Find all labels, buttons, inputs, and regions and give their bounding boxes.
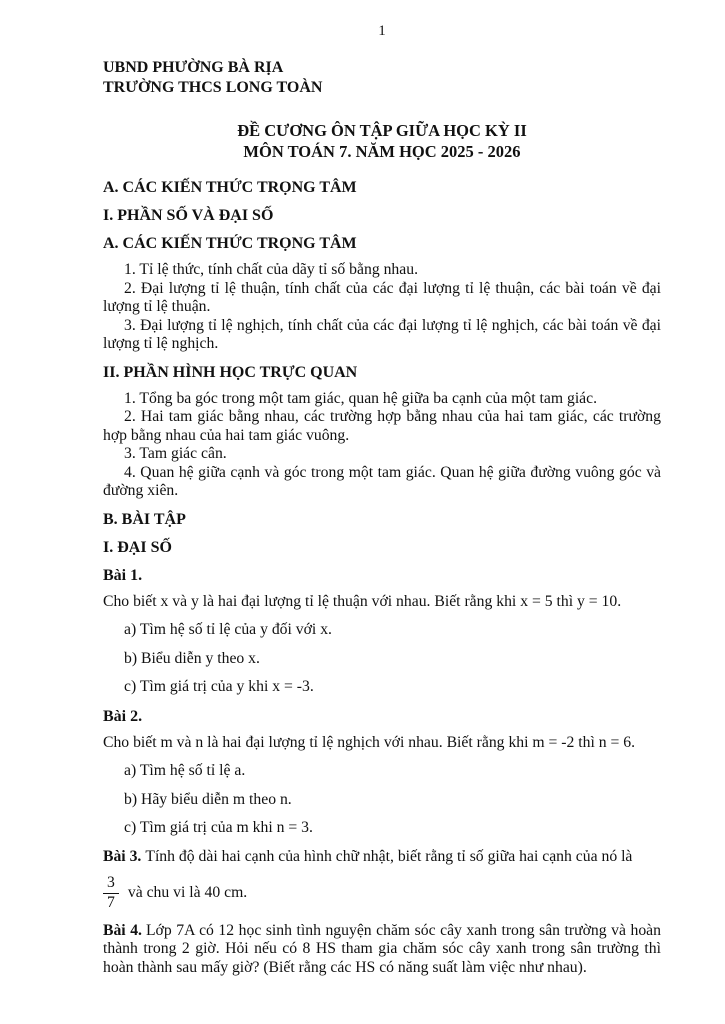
title-line-1: ĐỀ CƯƠNG ÔN TẬP GIỮA HỌC KỲ II — [237, 121, 527, 140]
exercise-2-item-c: c) Tìm giá trị của m khi n = 3. — [124, 819, 313, 836]
fraction-three-sevenths — [103, 875, 119, 912]
header-school: TRƯỜNG THCS LONG TOÀN — [103, 79, 323, 96]
header-org: UBND PHƯỜNG BÀ RỊA — [103, 59, 284, 76]
exercise-3-text: Tính độ dài hai cạnh của hình chữ nhật, biết rằng tỉ số giữa hai cạnh của nó là — [145, 847, 633, 865]
exercise-2-label: Bài 2. — [103, 707, 143, 725]
fraction-numerator: 3 — [103, 875, 119, 894]
knowledge-item: 1. Tổng ba góc trong một tam giác, quan hệ giữa ba cạnh của một tam giác. — [124, 389, 598, 407]
exercise-2-intro: Cho biết m và n là hai đại lượng tỉ lệ nghịch với nhau. Biết rằng khi m = -2 thì n = 6. — [103, 733, 636, 751]
exercise-3-fraction-line — [103, 875, 661, 912]
part-b — [103, 510, 661, 978]
section-1-heading: I. PHẦN SỐ VÀ ĐẠI SỐ — [103, 207, 274, 224]
knowledge-item: 3. Tam giác cân. — [124, 445, 227, 462]
section-2-heading: II. PHẦN HÌNH HỌC TRỰC QUAN — [103, 363, 358, 381]
document-header — [103, 58, 661, 98]
exercise-2-item-a: a) Tìm hệ số tỉ lệ a. — [124, 762, 246, 779]
exercise-3 — [103, 848, 661, 912]
exercise-3-paragraph — [103, 848, 661, 867]
exercise-1-item-b: b) Biểu diễn y theo x. — [124, 649, 260, 667]
part-a — [103, 178, 661, 501]
knowledge-item: 4. Quan hệ giữa cạnh và góc trong một tam giác. Quan hệ giữa đường vuông góc và đường xiên. — [103, 463, 661, 499]
fraction-denominator: 7 — [107, 893, 115, 911]
exercise-1-item-c: c) Tìm giá trị của y khi x = -3. — [124, 678, 314, 695]
exercise-2 — [103, 707, 661, 838]
knowledge-item: 3. Đại lượng tỉ lệ nghịch, tính chất của các đại lượng tỉ lệ nghịch, các bài toán về đại lượng tỉ lệ nghịch. — [103, 316, 661, 352]
part-a-heading: A. CÁC KIẾN THỨC TRỌNG TÂM — [103, 179, 357, 196]
exercise-4-paragraph — [103, 922, 661, 978]
exercise-3-label: Bài 3. — [103, 847, 142, 865]
knowledge-item: 2. Hai tam giác bằng nhau, các trường hợp bằng nhau của hai tam giác, các trường hợp bằng nhau của hai tam giác vuông. — [103, 408, 661, 444]
exercise-1 — [103, 566, 661, 697]
exercise-1-item-a: a) Tìm hệ số tỉ lệ của y đối với x. — [124, 621, 332, 638]
algebra-section-heading: I. ĐẠI SỐ — [103, 538, 172, 556]
exercise-2-item-b: b) Hãy biểu diễn m theo n. — [124, 790, 292, 808]
exercise-4-label: Bài 4. — [103, 921, 142, 939]
part-b-heading: B. BÀI TẬP — [103, 510, 186, 528]
exercise-3-text-after: và chu vi là 40 cm. — [127, 884, 248, 902]
knowledge-item: 2. Đại lượng tỉ lệ thuận, tính chất của các đại lượng tỉ lệ thuận, các bài toán về đại lượng tỉ lệ thuận. — [103, 279, 661, 315]
exercise-4-text: Lớp 7A có 12 học sinh tình nguyện chăm sóc cây xanh trong sân trường và hoàn thành trong 2 giờ. Hỏi nếu có 8 HS tham gia chăm sóc cây xanh trong sân trường thì hoàn thành sau mấy giờ? (Biết rằng các HS có năng suất làm việc như nhau). — [103, 921, 661, 976]
knowledge-item: 1. Tỉ lệ thức, tính chất của dãy tỉ số bằng nhau. — [124, 261, 419, 278]
section-1-subheading: A. CÁC KIẾN THỨC TRỌNG TÂM — [103, 235, 357, 252]
exercise-1-label: Bài 1. — [103, 566, 143, 584]
exercise-1-intro: Cho biết x và y là hai đại lượng tỉ lệ thuận với nhau. Biết rằng khi x = 5 thì y = 10. — [103, 592, 622, 610]
page-number: 1 — [378, 23, 386, 39]
exercise-4 — [103, 922, 661, 978]
title-line-2: MÔN TOÁN 7. NĂM HỌC 2025 - 2026 — [243, 142, 521, 161]
document-title — [103, 120, 661, 162]
